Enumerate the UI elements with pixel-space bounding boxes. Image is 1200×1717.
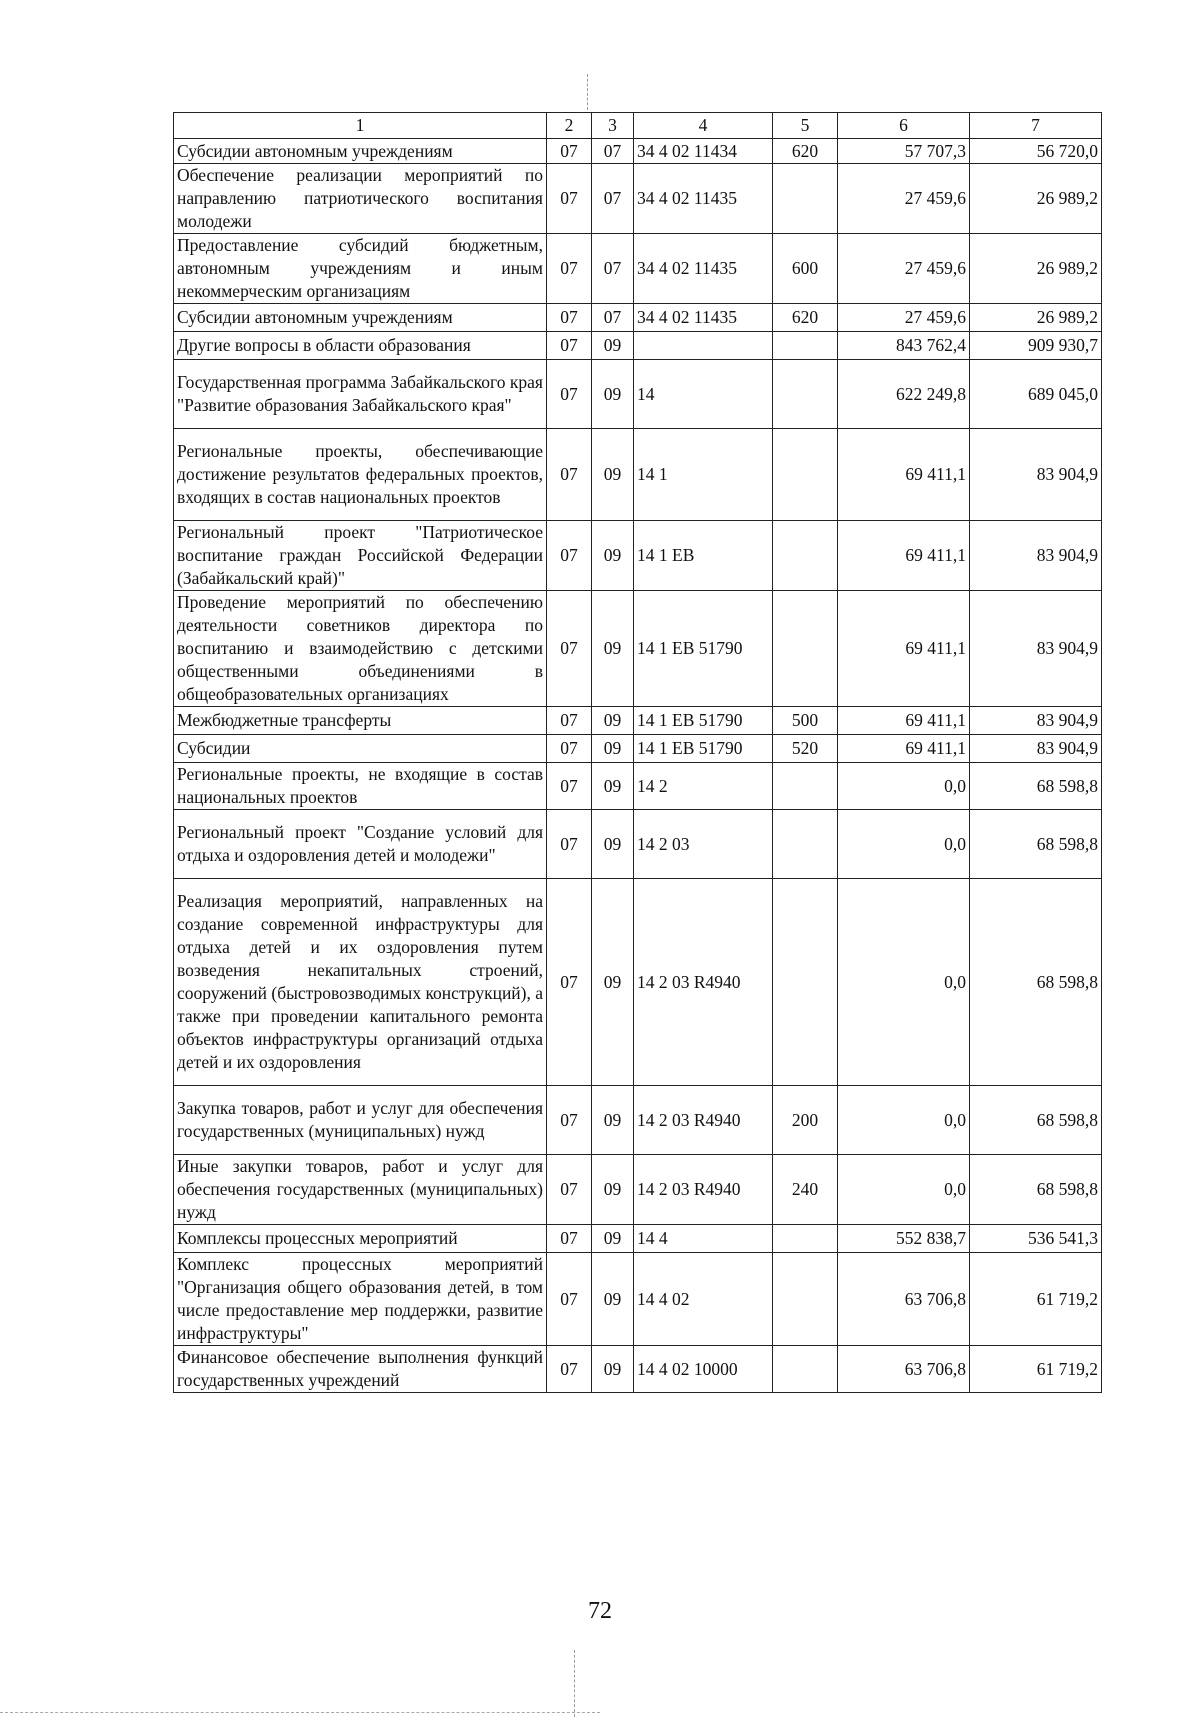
table-row [174, 1253, 1102, 1346]
table-body [174, 139, 1102, 1393]
row-amount-year-1: 0,0 [838, 763, 970, 810]
row-amount-year-2: 26 989,2 [970, 234, 1102, 304]
row-amount-year-1: 69 411,1 [838, 521, 970, 591]
row-target-code: 34 4 02 11435 [634, 164, 773, 234]
table-row [174, 164, 1102, 234]
row-expense-type-code [773, 879, 838, 1086]
row-expense-type-code [773, 360, 838, 429]
row-section-code: 07 [547, 879, 592, 1086]
page-number: 72 [588, 1598, 612, 1624]
row-section-code: 07 [547, 164, 592, 234]
row-subsection-code: 07 [592, 234, 634, 304]
row-amount-year-1: 69 411,1 [838, 429, 970, 521]
row-name: Комплекс процессных мероприятий "Организация общего образования детей, в том числе предоставление мер поддержки, развитие инфраструктуры" [174, 1253, 547, 1346]
row-target-code: 14 2 03 R4940 [634, 1155, 773, 1225]
row-name: Субсидии [174, 735, 547, 763]
table-row [174, 1086, 1102, 1155]
row-expense-type-code [773, 521, 838, 591]
scan-artifact-bottom [574, 1650, 575, 1717]
row-expense-type-code [773, 1346, 838, 1393]
row-name: Финансовое обеспечение выполнения функций государственных учреждений [174, 1346, 547, 1393]
row-name: Региональный проект "Создание условий для отдыха и оздоровления детей и молодежи" [174, 810, 547, 879]
row-amount-year-2: 68 598,8 [970, 810, 1102, 879]
row-target-code: 14 2 03 [634, 810, 773, 879]
row-target-code: 14 4 [634, 1225, 773, 1253]
row-amount-year-1: 69 411,1 [838, 591, 970, 707]
row-subsection-code: 09 [592, 735, 634, 763]
table-row [174, 360, 1102, 429]
row-amount-year-2: 68 598,8 [970, 763, 1102, 810]
row-target-code: 14 1 ЕВ 51790 [634, 707, 773, 735]
row-target-code: 14 2 03 R4940 [634, 879, 773, 1086]
row-expense-type-code [773, 1225, 838, 1253]
row-target-code: 14 1 [634, 429, 773, 521]
row-section-code: 07 [547, 304, 592, 332]
row-subsection-code: 07 [592, 139, 634, 164]
row-target-code: 14 4 02 10000 [634, 1346, 773, 1393]
row-expense-type-code: 240 [773, 1155, 838, 1225]
row-amount-year-2: 61 719,2 [970, 1346, 1102, 1393]
table-row [174, 1225, 1102, 1253]
row-section-code: 07 [547, 763, 592, 810]
row-subsection-code: 07 [592, 164, 634, 234]
row-subsection-code: 09 [592, 429, 634, 521]
header-cell-3: 3 [592, 113, 634, 139]
row-subsection-code: 09 [592, 1225, 634, 1253]
row-expense-type-code [773, 810, 838, 879]
table-row [174, 139, 1102, 164]
row-expense-type-code: 500 [773, 707, 838, 735]
row-subsection-code: 09 [592, 360, 634, 429]
row-target-code: 34 4 02 11434 [634, 139, 773, 164]
table-row [174, 1346, 1102, 1393]
row-target-code: 14 [634, 360, 773, 429]
row-section-code: 07 [547, 707, 592, 735]
budget-table [173, 112, 1102, 1393]
row-subsection-code: 07 [592, 304, 634, 332]
header-row [174, 113, 1102, 139]
row-expense-type-code: 520 [773, 735, 838, 763]
row-name: Закупка товаров, работ и услуг для обеспечения государственных (муниципальных) нужд [174, 1086, 547, 1155]
header-cell-5: 5 [773, 113, 838, 139]
table-row [174, 332, 1102, 360]
row-amount-year-2: 68 598,8 [970, 1086, 1102, 1155]
row-subsection-code: 09 [592, 879, 634, 1086]
scan-artifact-top [587, 74, 588, 110]
row-amount-year-2: 68 598,8 [970, 879, 1102, 1086]
row-amount-year-1: 27 459,6 [838, 164, 970, 234]
row-section-code: 07 [547, 1253, 592, 1346]
row-section-code: 07 [547, 521, 592, 591]
row-name: Комплексы процессных мероприятий [174, 1225, 547, 1253]
row-subsection-code: 09 [592, 810, 634, 879]
row-expense-type-code: 620 [773, 139, 838, 164]
row-section-code: 07 [547, 735, 592, 763]
header-cell-6: 6 [838, 113, 970, 139]
row-amount-year-2: 689 045,0 [970, 360, 1102, 429]
row-amount-year-2: 83 904,9 [970, 707, 1102, 735]
row-name: Другие вопросы в области образования [174, 332, 547, 360]
row-name: Региональный проект "Патриотическое воспитание граждан Российской Федерации (Забайкальский край)" [174, 521, 547, 591]
row-amount-year-1: 843 762,4 [838, 332, 970, 360]
row-target-code: 14 2 03 R4940 [634, 1086, 773, 1155]
row-expense-type-code [773, 1253, 838, 1346]
table-row [174, 763, 1102, 810]
table-row [174, 707, 1102, 735]
row-section-code: 07 [547, 360, 592, 429]
row-section-code: 07 [547, 1225, 592, 1253]
row-amount-year-2: 83 904,9 [970, 521, 1102, 591]
row-amount-year-1: 63 706,8 [838, 1253, 970, 1346]
row-section-code: 07 [547, 429, 592, 521]
row-name: Предоставление субсидий бюджетным, автономным учреждениям и иным некоммерческим организациям [174, 234, 547, 304]
row-amount-year-2: 56 720,0 [970, 139, 1102, 164]
table-row [174, 591, 1102, 707]
row-amount-year-2: 83 904,9 [970, 591, 1102, 707]
table-row [174, 521, 1102, 591]
row-name: Региональные проекты, обеспечивающие достижение результатов федеральных проектов, входящих в состав национальных проектов [174, 429, 547, 521]
header-cell-4: 4 [634, 113, 773, 139]
row-section-code: 07 [547, 139, 592, 164]
row-amount-year-2: 26 989,2 [970, 304, 1102, 332]
table-row [174, 879, 1102, 1086]
row-target-code: 14 4 02 [634, 1253, 773, 1346]
row-subsection-code: 09 [592, 1253, 634, 1346]
header-cell-7: 7 [970, 113, 1102, 139]
row-section-code: 07 [547, 591, 592, 707]
row-amount-year-1: 0,0 [838, 1086, 970, 1155]
row-expense-type-code [773, 332, 838, 360]
row-expense-type-code [773, 164, 838, 234]
row-target-code: 14 1 ЕВ [634, 521, 773, 591]
row-section-code: 07 [547, 234, 592, 304]
row-target-code: 14 1 ЕВ 51790 [634, 591, 773, 707]
row-name: Обеспечение реализации мероприятий по направлению патриотического воспитания молодежи [174, 164, 547, 234]
row-amount-year-2: 83 904,9 [970, 429, 1102, 521]
table-row [174, 429, 1102, 521]
row-amount-year-1: 27 459,6 [838, 234, 970, 304]
row-name: Проведение мероприятий по обеспечению деятельности советников директора по воспитанию и взаимодействию с детскими общественными объединениями в общеобразовательных организациях [174, 591, 547, 707]
header-cell-2: 2 [547, 113, 592, 139]
row-expense-type-code [773, 763, 838, 810]
row-name: Субсидии автономным учреждениям [174, 304, 547, 332]
row-amount-year-1: 0,0 [838, 1155, 970, 1225]
row-amount-year-2: 909 930,7 [970, 332, 1102, 360]
row-amount-year-1: 552 838,7 [838, 1225, 970, 1253]
row-amount-year-1: 69 411,1 [838, 735, 970, 763]
table-row [174, 234, 1102, 304]
row-subsection-code: 09 [592, 1155, 634, 1225]
row-amount-year-1: 63 706,8 [838, 1346, 970, 1393]
table-row [174, 735, 1102, 763]
row-amount-year-1: 69 411,1 [838, 707, 970, 735]
row-section-code: 07 [547, 810, 592, 879]
row-expense-type-code: 600 [773, 234, 838, 304]
row-target-code: 14 2 [634, 763, 773, 810]
row-section-code: 07 [547, 1086, 592, 1155]
table-row [174, 810, 1102, 879]
row-expense-type-code: 620 [773, 304, 838, 332]
row-target-code [634, 332, 773, 360]
row-amount-year-1: 622 249,8 [838, 360, 970, 429]
row-name: Межбюджетные трансферты [174, 707, 547, 735]
row-amount-year-2: 26 989,2 [970, 164, 1102, 234]
row-name: Государственная программа Забайкальского края "Развитие образования Забайкальского края" [174, 360, 547, 429]
table-row [174, 1155, 1102, 1225]
scan-artifact-bottom-line [0, 1712, 600, 1713]
row-amount-year-1: 0,0 [838, 879, 970, 1086]
table-row [174, 304, 1102, 332]
row-subsection-code: 09 [592, 1346, 634, 1393]
header-cell-1: 1 [174, 113, 547, 139]
row-expense-type-code [773, 591, 838, 707]
row-name: Иные закупки товаров, работ и услуг для обеспечения государственных (муниципальных) нужд [174, 1155, 547, 1225]
row-subsection-code: 09 [592, 707, 634, 735]
row-section-code: 07 [547, 1155, 592, 1225]
table-header [174, 113, 1102, 139]
row-name: Региональные проекты, не входящие в состав национальных проектов [174, 763, 547, 810]
row-amount-year-2: 68 598,8 [970, 1155, 1102, 1225]
row-target-code: 34 4 02 11435 [634, 304, 773, 332]
row-subsection-code: 09 [592, 521, 634, 591]
row-amount-year-1: 57 707,3 [838, 139, 970, 164]
row-amount-year-2: 61 719,2 [970, 1253, 1102, 1346]
row-section-code: 07 [547, 332, 592, 360]
row-subsection-code: 09 [592, 763, 634, 810]
row-name: Субсидии автономным учреждениям [174, 139, 547, 164]
row-expense-type-code [773, 429, 838, 521]
row-amount-year-2: 83 904,9 [970, 735, 1102, 763]
row-target-code: 14 1 ЕВ 51790 [634, 735, 773, 763]
row-target-code: 34 4 02 11435 [634, 234, 773, 304]
row-section-code: 07 [547, 1346, 592, 1393]
row-name: Реализация мероприятий, направленных на создание современной инфраструктуры для отдыха детей и их оздоровления путем возведения некапитальных строений, сооружений (быстровозводимых конструкций), а также при проведении капитального ремонта объектов инфраструктуры организаций отдыха детей и их оздоровления [174, 879, 547, 1086]
row-amount-year-1: 0,0 [838, 810, 970, 879]
row-subsection-code: 09 [592, 332, 634, 360]
row-subsection-code: 09 [592, 591, 634, 707]
row-expense-type-code: 200 [773, 1086, 838, 1155]
row-amount-year-2: 536 541,3 [970, 1225, 1102, 1253]
row-amount-year-1: 27 459,6 [838, 304, 970, 332]
row-subsection-code: 09 [592, 1086, 634, 1155]
